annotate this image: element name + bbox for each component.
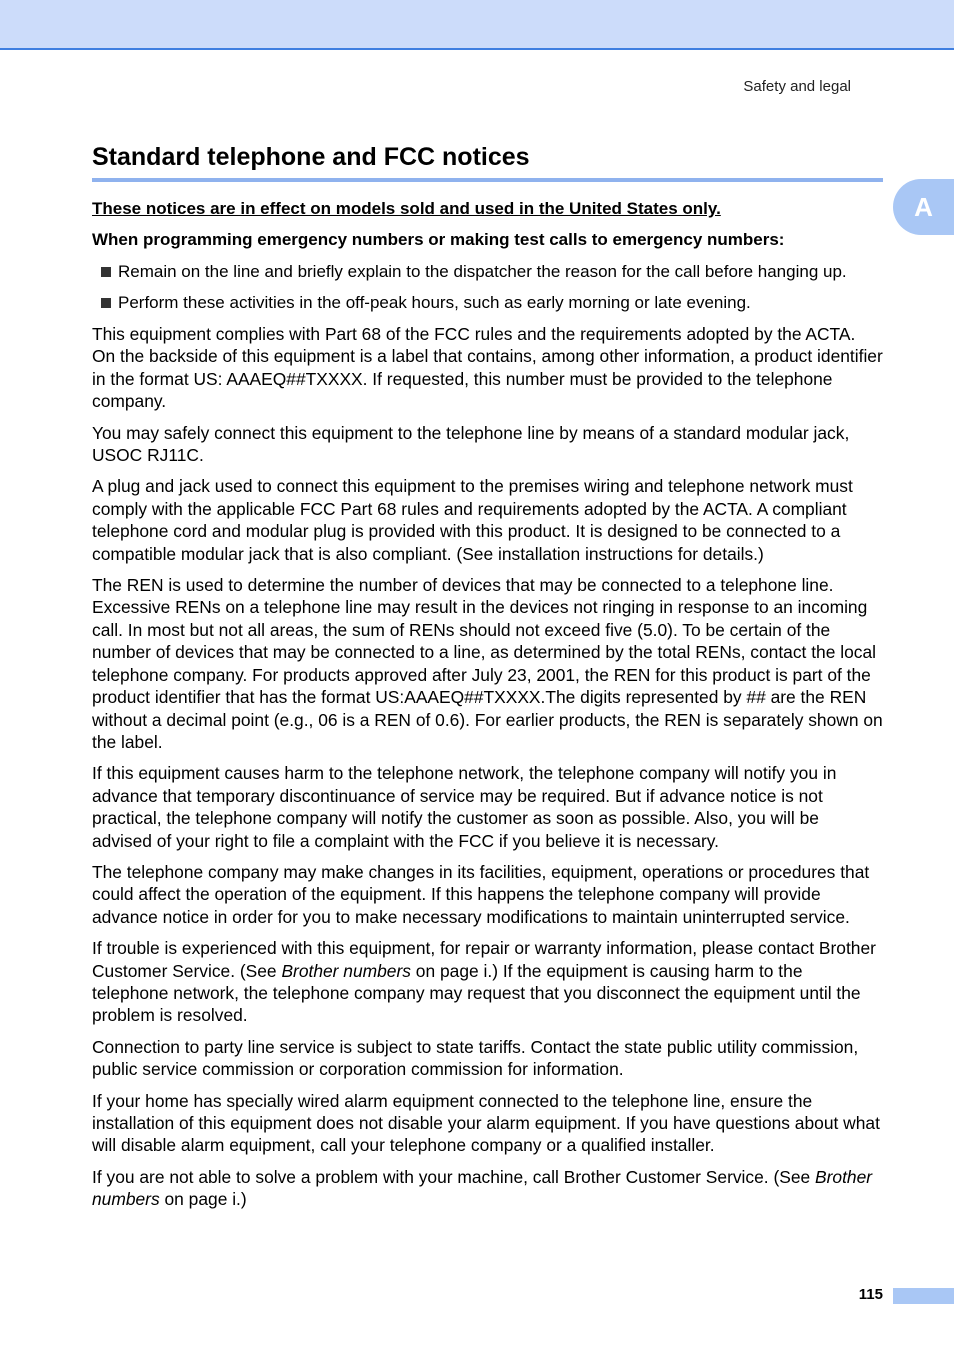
square-bullet-icon [101,267,111,277]
paragraph-alarm: If your home has specially wired alarm equipment connected to the telephone line, ensure the installation of this equipment does not disable your alarm equipment. If you have questions about what will disable alarm equipment, call your telephone company or a qualified installer. [92,1090,880,1156]
final-text-end: on page i.) [159,1189,247,1210]
paragraph-company-changes: The telephone company may make changes in its facilities, equipment, operations or procedures that could affect the operation of the equipment. If this happens the telephone company will provide advance notice in order for you to make necessary modifications to maintain uninterrupted service. [92,861,870,927]
paragraph-modular-jack: You may safely connect this equipment to the telephone line by means of a standard modular jack, USOC RJ11C. [92,422,850,466]
bullet-item [92,292,883,314]
trouble-text-start: If trouble is experienced with this equipment, for repair or warranty information, please contact Brother Customer Service. (See [92,938,876,981]
brother-numbers-reference: Brother numbers [281,960,411,981]
page-number: 115 [858,1286,883,1303]
paragraph-plug-and-jack: A plug and jack used to connect this equipment to the premises wiring and telephone network must comply with the applicable FCC Part 68 rules and requirements adopted by the ACTA. A compliant telephone cord and modular plug is provided with this product. It is designed to be connected to a compatible modular jack that is also compliant. (See installation instructions for details.) [92,476,853,564]
bullet-item [92,261,883,283]
emergency-bullet-list [92,261,883,314]
trouble-text-end: on page i.) If the equipment is causing harm to the telephone network, the telephone company may request that you disconnect the equipment until the problem is resolved. [92,960,861,1026]
paragraph-ren: The REN is used to determine the number of devices that may be connected to a telephone line. Excessive RENs on a telephone line may result in the devices not ringing in response to an incoming call. In most but not all areas, the sum of RENs should not exceed five (5.0). To be certain of the number of devices that may be connected to a line, as determined by the total RENs, contact the local telephone company. For products approved after July 23, 2001, the REN for this product is part of the product identifier that has the format US:AAAEQ##TXXXX.The digits represented by ## are the REN without a decimal point (e.g., 06 is a REN of 0.6). For earlier products, the REN is separately shown on the label. [92,575,883,752]
emergency-heading: When programming emergency numbers or making test calls to emergency numbers: [92,230,785,249]
square-bullet-icon [101,298,111,308]
paragraph-fcc-part68: This equipment complies with Part 68 of the FCC rules and the requirements adopted by the ACTA. On the backside of this equipment is a label that contains, among other information, a product identifier in the format US: AAAEQ##TXXXX. If requested, this number must be provided to the telephone company. [92,324,883,412]
page-content [92,140,883,1220]
us-only-notice: These notices are in effect on models sold and used in the United States only. [92,199,721,218]
final-text-start: If you are not able to solve a problem with your machine, call Brother Customer Service. (See [92,1166,816,1187]
appendix-tab: A [893,179,954,235]
section-title: Standard telephone and FCC notices [92,140,883,182]
header-band [0,0,954,50]
bullet-text: Perform these activities in the off-peak hours, such as early morning or late evening. [118,293,751,312]
paragraph-final [92,1166,883,1211]
paragraph-network-harm: If this equipment causes harm to the telephone network, the telephone company will notify you in advance that temporary discontinuance of service may be required. But if advance notice is not practical, the telephone company will notify the customer as soon as possible. Also, you will be advised of your right to file a complaint with the FCC if you believe it is necessary. [92,763,837,851]
brother-numbers-reference: Brother numbers [92,1166,873,1210]
page-number-bar [893,1288,954,1304]
running-header: Safety and legal [743,78,851,95]
paragraph-party-line: Connection to party line service is subject to state tariffs. Contact the state public utility commission, public service commission or corporation commission for information. [92,1036,859,1080]
paragraph-trouble [92,937,883,1027]
bullet-text: Remain on the line and briefly explain to the dispatcher the reason for the call before hanging up. [118,262,847,281]
